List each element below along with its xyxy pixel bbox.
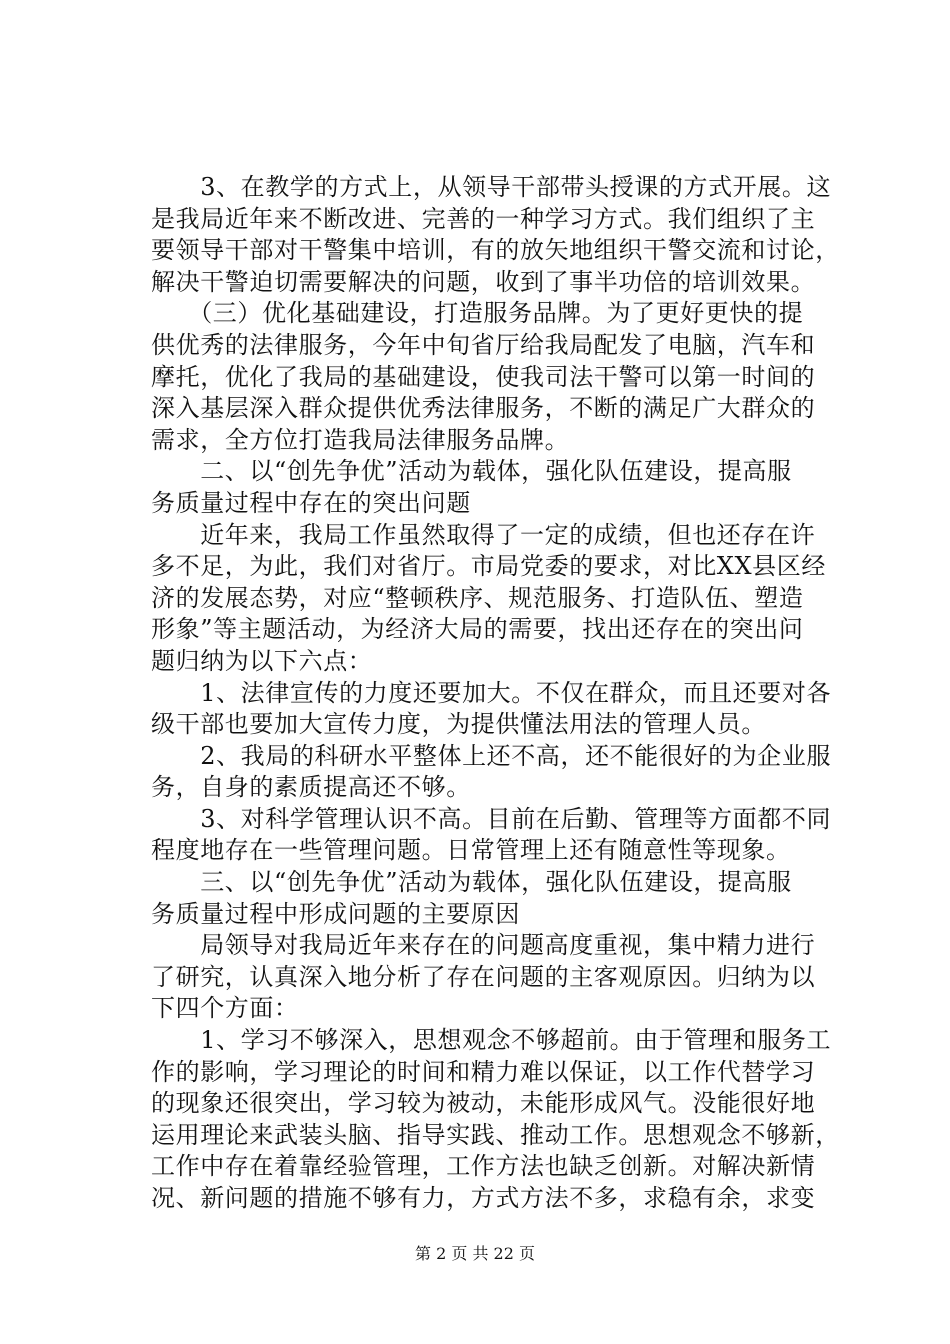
page-number-label: 第 2 页 共 22 页 xyxy=(415,1244,535,1263)
text-line: 多不足，为此，我们对省厅。市局党委的要求，对比XX县区经 xyxy=(151,552,826,581)
text-line: 3、对科学管理认识不高。目前在后勤、管理等方面都不同 xyxy=(151,804,832,833)
text-line: 务质量过程中存在的突出问题 xyxy=(151,488,471,517)
text-line: 况、新问题的措施不够有力，方式方法不多，求稳有余，求变 xyxy=(151,1184,816,1212)
text-line: 二、以“创先争优”活动为载体，强化队伍建设，提高服 xyxy=(151,457,792,486)
text-line: 务质量过程中形成问题的主要原因 xyxy=(151,899,520,928)
document-body xyxy=(151,172,840,1215)
text-line: 1、学习不够深入，思想观念不够超前。由于管理和服务工 xyxy=(151,1026,832,1055)
text-line: 近年来，我局工作虽然取得了一定的成绩，但也还存在许 xyxy=(151,520,816,549)
text-line: 的现象还很突出，学习较为被动，未能形成风气。没能很好地 xyxy=(151,1089,816,1118)
text-line: 需求，全方位打造我局法律服务品牌。 xyxy=(151,425,570,454)
text-line: 济的发展态势，对应“整顿秩序、规范服务、打造队伍、塑造 xyxy=(151,583,804,612)
text-line: 务，自身的素质提高还不够。 xyxy=(151,773,471,802)
text-line: 解决干警迫切需要解决的问题，收到了事半功倍的培训效果。 xyxy=(151,267,816,296)
text-line: 了研究，认真深入地分析了存在问题的主客观原因。归纳为以 xyxy=(151,962,816,991)
text-line: 下四个方面： xyxy=(151,994,299,1023)
text-line: 供优秀的法律服务，今年中旬省厅给我局配发了电脑，汽车和 xyxy=(151,330,816,359)
page-footer xyxy=(0,1244,950,1264)
text-line: 要领导干部对干警集中培训，有的放矢地组织干警交流和讨论， xyxy=(151,236,840,265)
text-line: 3、在教学的方式上，从领导干部带头授课的方式开展。这 xyxy=(151,173,832,201)
text-line: （三）优化基础建设，打造服务品牌。为了更好更快的提 xyxy=(151,299,804,328)
text-line: 形象”等主题活动，为经济大局的需要，找出还存在的突出问 xyxy=(151,615,804,644)
text-line: 局领导对我局近年来存在的问题高度重视，集中精力进行 xyxy=(151,931,816,960)
text-line: 深入基层深入群众提供优秀法律服务，不断的满足广大群众的 xyxy=(151,394,816,423)
text-line: 题归纳为以下六点： xyxy=(151,646,373,675)
text-line: 三、以“创先争优”活动为载体，强化队伍建设，提高服 xyxy=(151,868,792,897)
text-line: 2、我局的科研水平整体上还不高，还不能很好的为企业服 xyxy=(151,741,832,770)
text-line: 1、法律宣传的力度还要加大。不仅在群众，而且还要对各 xyxy=(151,678,832,707)
text-line: 是我局近年来不断改进、完善的一种学习方式。我们组织了主 xyxy=(151,204,816,233)
text-line: 作的影响，学习理论的时间和精力难以保证，以工作代替学习 xyxy=(151,1057,816,1086)
text-line: 摩托，优化了我局的基础建设，使我司法干警可以第一时间的 xyxy=(151,362,816,391)
text-line: 工作中存在着靠经验管理，工作方法也缺乏创新。对解决新情 xyxy=(151,1152,816,1181)
text-line: 运用理论来武装头脑、指导实践、推动工作。思想观念不够新， xyxy=(151,1120,840,1149)
text-line: 级干部也要加大宣传力度，为提供懂法用法的管理人员。 xyxy=(151,710,766,739)
text-line: 程度地存在一些管理问题。日常管理上还有随意性等现象。 xyxy=(151,836,791,865)
